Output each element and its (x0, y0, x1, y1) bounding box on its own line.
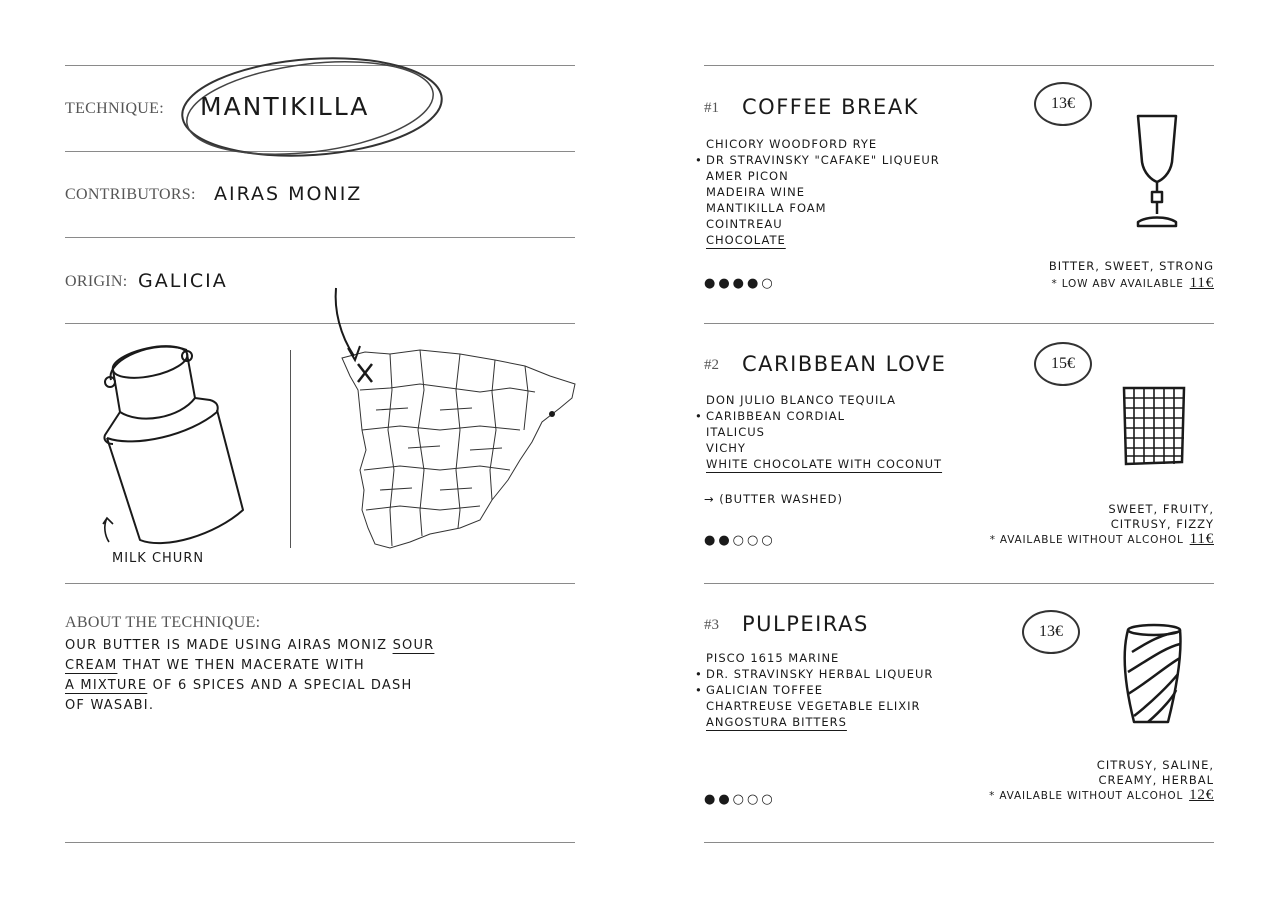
about-text (65, 636, 434, 716)
ingredient: WHITE CHOCOLATE WITH COCONUT (706, 457, 943, 471)
alt-price: 11€ (1189, 531, 1214, 547)
alt-price: 12€ (1189, 787, 1214, 803)
about-line: A MIXTURE OF 6 SPICES AND A SPECIAL DASH (65, 678, 413, 693)
preparation-note: → (BUTTER WASHED) (704, 492, 844, 506)
divider (704, 583, 1214, 584)
price-badge: 15€ (1034, 342, 1092, 386)
ingredient: CHARTREUSE VEGETABLE ELIXIR (706, 699, 921, 713)
price-badge: 13€ (1022, 610, 1080, 654)
availability-note: * AVAILABLE WITHOUT ALCOHOL 11€ (989, 531, 1214, 547)
ingredient-list (706, 650, 933, 730)
ingredient: • DR STRAVINSKY "CAFAKE" LIQUEUR (706, 152, 940, 168)
divider (65, 237, 575, 238)
milk-churn-icon (95, 340, 255, 550)
flavor-notes: BITTER, SWEET, STRONG (1048, 259, 1214, 273)
ingredient: CHOCOLATE (706, 233, 786, 247)
cocktail-name: CARIBBEAN LOVE (742, 352, 947, 376)
ingredient: • CARIBBEAN CORDIAL (706, 408, 942, 424)
technique-value: MANTIKILLA (200, 92, 370, 121)
alt-price: 11€ (1189, 275, 1214, 291)
contributors-value: AIRAS MONIZ (214, 183, 363, 205)
ingredient-list (706, 392, 942, 472)
ingredient: CHICORY WOODFORD RYE (706, 137, 878, 151)
divider (65, 583, 575, 584)
cocktail-number: #1 (704, 100, 719, 116)
ingredient: AMER PICON (706, 169, 789, 183)
origin-value: GALICIA (138, 270, 228, 292)
ingredient: COINTREAU (706, 217, 783, 231)
about-line: OUR BUTTER IS MADE USING AIRAS MONIZ SOUR (65, 638, 435, 653)
tall-stemmed-glass-icon (1132, 112, 1182, 230)
strength-dots: ●●○○○ (704, 533, 776, 548)
flavor-notes: CITRUSY, SALINE, CREAMY, HERBAL (1096, 758, 1214, 787)
ingredient: VICHY (706, 441, 746, 455)
cocktail-number: #3 (704, 617, 719, 633)
origin-label: ORIGIN: (65, 273, 128, 290)
cocktail-number: #2 (704, 357, 719, 373)
cocktail-name: PULPEIRAS (742, 612, 869, 636)
availability-note: * LOW ABV AVAILABLE 11€ (1051, 275, 1214, 291)
cocktail-name: COFFEE BREAK (742, 95, 919, 119)
ingredient: • DR. STRAVINSKY HERBAL LIQUEUR (706, 666, 933, 682)
twisted-glass-icon (1118, 622, 1186, 728)
vertical-divider (290, 350, 291, 548)
ingredient-list (706, 136, 940, 248)
contributors-label: CONTRIBUTORS: (65, 186, 196, 203)
divider (65, 842, 575, 843)
price-badge: 13€ (1034, 82, 1092, 126)
about-label: ABOUT THE TECHNIQUE: (65, 614, 261, 631)
availability-note: * AVAILABLE WITHOUT ALCOHOL 12€ (989, 787, 1214, 803)
about-line: CREAM THAT WE THEN MACERATE WITH (65, 658, 365, 673)
technique-label: TECHNIQUE: (65, 100, 164, 117)
ingredient: ITALICUS (706, 425, 765, 439)
milk-churn-caption: MILK CHURN (112, 551, 205, 566)
divider (704, 842, 1214, 843)
ingredient: PISCO 1615 MARINE (706, 651, 840, 665)
ingredient: ANGOSTURA BITTERS (706, 715, 847, 729)
divider (704, 323, 1214, 324)
divider (704, 65, 1214, 66)
ingredient: MADEIRA WINE (706, 185, 805, 199)
ingredient: MANTIKILLA FOAM (706, 201, 827, 215)
strength-dots: ●●○○○ (704, 792, 776, 807)
rocks-glass-grid-icon (1120, 384, 1188, 468)
strength-dots: ●●●●○ (704, 276, 776, 291)
ingredient: • GALICIAN TOFFEE (706, 682, 933, 698)
ingredient: DON JULIO BLANCO TEQUILA (706, 393, 896, 407)
flavor-notes: SWEET, FRUITY, CITRUSY, FIZZY (1108, 502, 1214, 531)
about-line: OF WASABI. (65, 698, 155, 713)
spain-map-icon (320, 280, 582, 555)
